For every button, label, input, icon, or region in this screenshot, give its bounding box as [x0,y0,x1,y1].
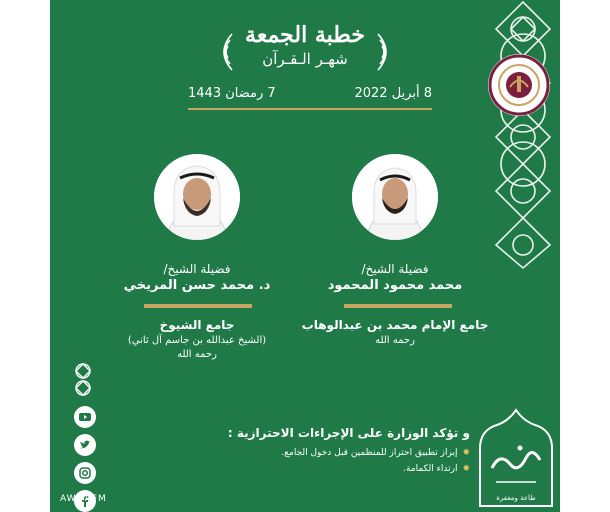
notice [200,426,470,480]
flower-ornament-icon [376,32,398,72]
geometric-pattern-icon [492,0,554,270]
sheikh-name: د. محمد حسن المريخي [123,278,271,293]
date-hijri: 7 رمضان 1443 [188,86,276,101]
avatar [352,154,438,240]
mosque-subtitle: رحمه الله [375,335,415,346]
instagram-button[interactable] [74,462,96,484]
ministry-emblem [488,54,550,116]
sheikh-info [112,262,282,293]
page-title: خطبة الجمعة [245,22,365,48]
twitter-button[interactable] [74,434,96,456]
youtube-icon [79,411,91,423]
notice-item-text: ارتداء الكمامة. [403,464,458,474]
mosque-name: جامع الشيوخ [159,318,235,332]
page-subtitle: شهـر الـقـرآن [262,50,348,68]
date-gregorian: 8 أبريل 2022 [354,86,432,101]
mosque-subtitle: رحمه الله [177,349,217,360]
star-icon: ✸ [462,464,470,474]
mosque-name: جامع الإمام محمد بن عبدالوهاب [301,318,489,332]
brand-handle: AWQAFM [60,494,107,504]
sheikh-portrait-icon [154,154,240,240]
gold-divider [344,304,452,308]
sheikh-name: محمد محمود المحمود [327,278,463,293]
sheikh-info [310,262,480,293]
poster [50,0,560,512]
sheikh-title: فضيلة الشيخ/ [361,262,429,276]
date-divider [188,108,432,110]
ramadan-tagline: طاعة ومغفرة [496,494,536,502]
mosque-subtitle: (الشيخ عبدالله بن جاسم آل ثاني) [127,335,267,346]
sheikh-portrait-icon [352,154,438,240]
notice-item-text: إبراز تطبيق احتراز للمنظمين قبل دخول الجامع. [281,448,458,458]
instagram-icon [79,467,91,479]
notice-heading: و تؤكد الوزارة على الإجراءات الاحترازية : [227,426,470,440]
mosque-info [112,318,282,360]
star-icon: ✸ [462,448,470,458]
twitter-icon [79,439,91,451]
social-column [72,362,98,512]
mosque-info [300,318,490,346]
ramadan-logo-icon [476,408,556,508]
emblem-icon [488,54,550,116]
youtube-button[interactable] [74,406,96,428]
list-item [200,464,470,474]
sheikh-title: فضيلة الشيخ/ [163,262,231,276]
gold-divider [144,304,252,308]
list-item [200,448,470,458]
dates-row [188,86,432,110]
ornament-icon [72,362,94,398]
avatar [154,154,240,240]
